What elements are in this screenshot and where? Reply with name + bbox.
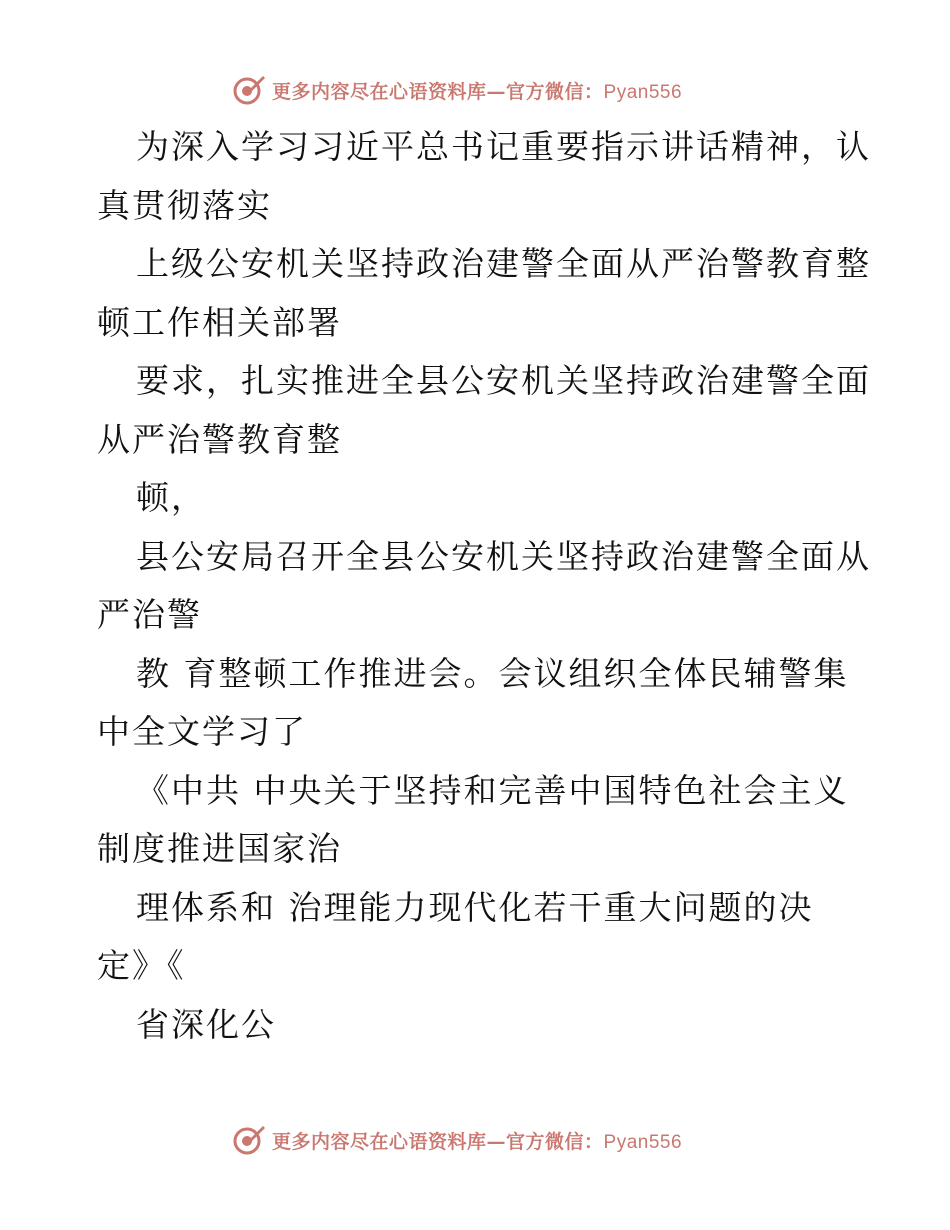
- banner-text: 更多内容尽在心语资料库—官方微信：Pyan556: [272, 1130, 683, 1153]
- text-line: 县公安局召开全县公安机关坚持政治建警全面从: [136, 536, 871, 576]
- text-line: 中全文学习了: [97, 712, 307, 751]
- wechat-id: Pyan556: [603, 1131, 683, 1153]
- text-line: 真贯彻落实: [97, 185, 272, 225]
- wechat-id: Pyan556: [603, 81, 683, 103]
- header-banner: [232, 70, 752, 110]
- pen-logo-icon: [232, 73, 266, 107]
- pen-logo-icon: [232, 1123, 266, 1157]
- text-line: 上级公安机关坚持政治建警全面从严治警教育整: [136, 244, 871, 283]
- text-line: 教 育整顿工作推进会。会议组织全体民辅警集: [136, 653, 849, 693]
- document-body: [97, 118, 877, 1054]
- text-line: 制度推进国家治: [97, 829, 342, 868]
- text-line: 从严治警教育整: [97, 419, 342, 459]
- text-line: 顿工作相关部署: [97, 302, 342, 342]
- text-line: 理体系和 治理能力现代化若干重大问题的决: [136, 887, 814, 927]
- text-line: 定》《: [97, 946, 186, 985]
- footer-banner: [232, 1120, 752, 1160]
- text-line: 严治警: [97, 595, 202, 634]
- text-line: 要求，扎实推进全县公安机关坚持政治建警全面: [136, 361, 871, 400]
- text-line: 顿，: [136, 478, 206, 517]
- text-line: 为深入学习习近平总书记重要指示讲话精神，认: [136, 127, 871, 166]
- text-line: 省深化公: [136, 1004, 276, 1044]
- banner-text: 更多内容尽在心语资料库—官方微信：Pyan556: [272, 80, 683, 103]
- text-line: 《中共 中央关于坚持和完善中国特色社会主义: [136, 770, 849, 810]
